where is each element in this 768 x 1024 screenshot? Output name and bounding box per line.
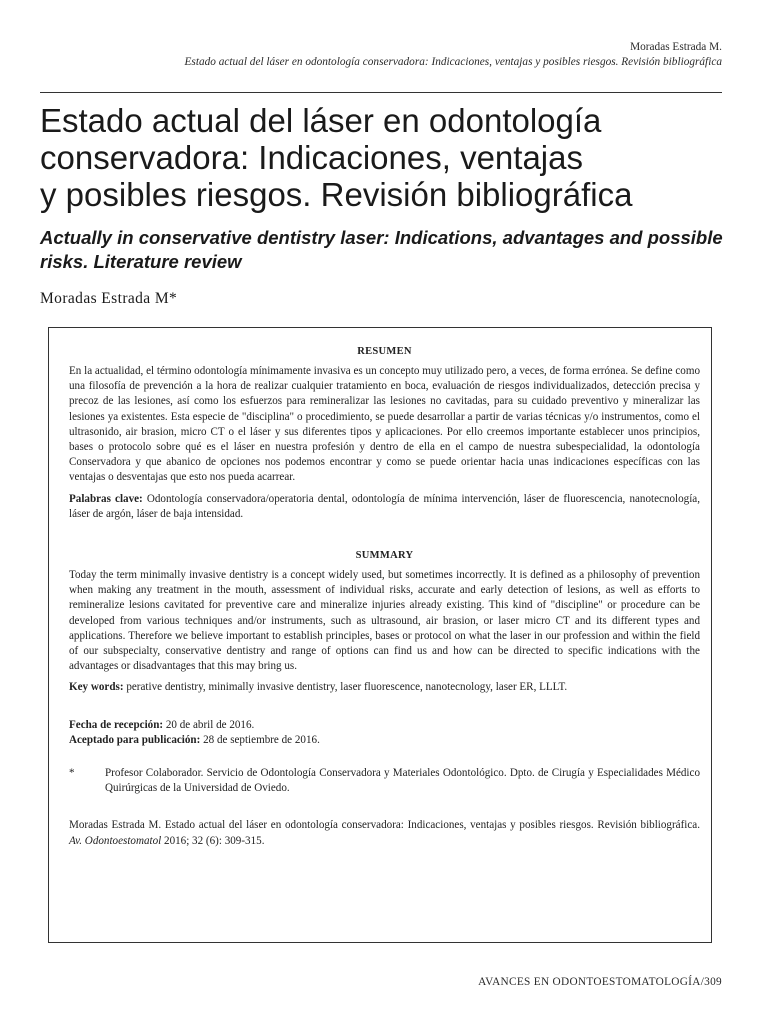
abstract-content [69, 344, 700, 849]
footnote-mark: * [69, 767, 75, 780]
title-line-2: conservadora: Indicaciones, ventajas [40, 139, 583, 176]
author-footnote [69, 766, 700, 796]
citation-journal: Av. Odontoestomatol [69, 834, 162, 847]
citation [69, 818, 700, 848]
resumen-heading: RESUMEN [357, 346, 412, 357]
summary-heading: SUMMARY [355, 550, 414, 562]
running-head-title: Estado actual del láser en odontología conservadora: Indicaciones, ventajas y posibles riesgos. Revisión bibliográfica [184, 56, 722, 68]
english-title: Actually in conservative dentistry laser: Indications, advantages and possible risks. Literature review [40, 227, 723, 272]
accepted-date: 28 de septiembre de 2016. [203, 733, 320, 746]
resumen-body: En la actualidad, el término odontología mínimamente invasiva es un concepto muy utilizado pero, a veces, de forma errónea. Se define como una filosofía de prevención a la hora de realizar cualquier tratamiento en boca, evaluación de riesgos individualizados, detección precisa y precoz de las lesiones, así como los esfuerzos para remineralizar las lesiones no cavitadas, para su cuidado preventivo y mineralizar las lesiones ya existentes. Esta especie de "disciplina" o procedimiento, se puede desarrollar a partir de varias técnicas y/o instrumentos, como el ultrasonido, air brasion, micro CT o el láser y sus diferentes tipos y aplicaciones. Por ello creemos importante establecer unos principios, bases o protocolo sobre qué es el láser en nuestra profesión y dentro de ella en el campo de nuestra subespecialidad, la odontología Conservadora y que abanico de opciones nos podemos encontrar y como se puede orientar hacia unas indicaciones específicas con las ventajas o desventajas que esto nos pueda acarrear. [69, 365, 700, 484]
resumen-keywords [69, 492, 700, 522]
summary-body: Today the term minimally invasive dentistry is a concept widely used, but sometimes incorrectly. It is defined as a philosophy of prevention when making any treatment in the mouth, assessment of individual risks, accurate and early detection of lesions, as well as efforts to remineralize lesions cavitated for preventive care and mineralize injuries already existing. This kind of "discipline" or procedure can be developed from various techniques and/or instruments, such as ultrasound, air brasion, or laser micro CT and its different types and applications. Therefore we believe important to establish principles, bases or protocol on what the laser in our profession and within the field of our subspecialty, conservative dentistry and range of options can find us and how can be directed to specific indications with the advantages or disadvantages that this may bring us. [69, 569, 700, 673]
summary-keywords [69, 680, 700, 695]
abstract-box [48, 327, 712, 943]
page-footer: AVANCES EN ODONTOESTOMATOLOGÍA/309 [478, 976, 722, 988]
citation-suffix: 2016; 32 (6): 309-315. [164, 834, 265, 847]
received-label: Fecha de recepción: [69, 718, 164, 731]
author-line: Moradas Estrada M* [40, 290, 178, 307]
running-head-author: Moradas Estrada M. [630, 41, 722, 53]
accepted-label: Aceptado para publicación: [69, 733, 201, 746]
footnote-text: Profesor Colaborador. Servicio de Odontología Conservadora y Materiales Odontológico. Dpto. de Cirugía y Especialidades Médico Quirúrgicas de la Universidad de Oviedo. [105, 767, 700, 795]
summary-keywords-label: Key words: [69, 681, 124, 694]
article-title [40, 102, 730, 213]
header-divider [40, 92, 722, 93]
title-line-3: y posibles riesgos. Revisión bibliográfica [40, 176, 633, 213]
title-line-1: Estado actual del láser en odontología [40, 102, 602, 139]
received-date: 20 de abril de 2016. [165, 718, 255, 731]
resumen-keywords-label: Palabras clave: [69, 492, 143, 505]
resumen-keywords-text: Odontología conservadora/operatoria dental, odontología de mínima intervención, láser de fluorescencia, nanotecnología, láser de argón, láser de baja intensidad. [69, 492, 700, 520]
dates-block [69, 718, 700, 748]
running-head [32, 40, 722, 70]
citation-prefix: Moradas Estrada M. Estado actual del láser en odontología conservadora: Indicaciones, ventajas y posibles riesgos. Revisión bibliográfica. [69, 819, 700, 832]
summary-keywords-text: perative dentistry, minimally invasive dentistry, laser fluorescence, nanotecnology, laser ER, LLLT. [126, 681, 568, 694]
